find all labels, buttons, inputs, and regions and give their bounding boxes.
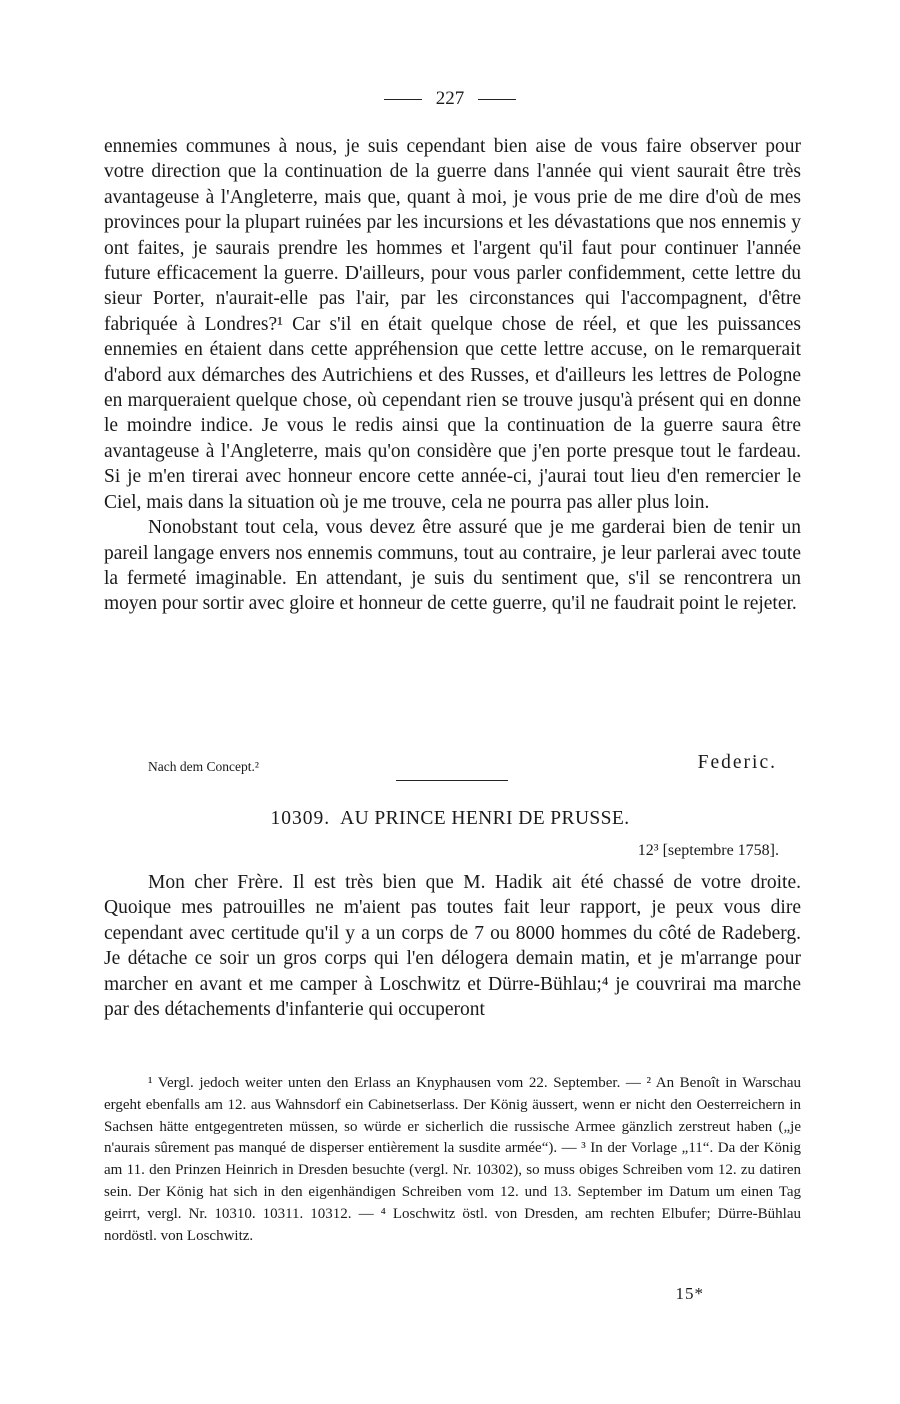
source-note: Nach dem Concept.² xyxy=(148,759,259,774)
letter-2-body xyxy=(104,870,801,1022)
page-number-right-dash xyxy=(478,99,516,100)
letter-2-number: 10309. xyxy=(270,808,331,829)
letter-2-paragraph: Mon cher Frère. Il est très bien que M. Hadik ait été chassé de votre droite. Quoique mes patrouilles ne m'aient pas toutes fait leur rapport, je peux vous dire cependant avec certitude qu'il y a un corps de 7 ou 8000 hommes du côté de Radeberg. Je détache ce soir un gros corps qui l'en délogera demain matin, et je m'arrange pour marcher en avant et me camper à Loschwitz et Dürre-Bühlau;⁴ je couvrirai ma marche par des détachements d'infanterie qui occuperont xyxy=(104,872,801,1021)
letter-2-heading xyxy=(0,808,900,830)
letter-1-closing xyxy=(104,752,801,780)
signature: Federic. xyxy=(697,752,777,773)
letter-2-title: AU PRINCE HENRI DE PRUSSE. xyxy=(340,808,630,829)
printer-signature-mark: 15* xyxy=(675,1284,704,1303)
letter-1-body xyxy=(104,134,801,617)
letter-2-date: 12³ [septembre 1758]. xyxy=(637,842,779,859)
letter-1-paragraph-2: Nonobstant tout cela, vous devez être assuré que je me garderai bien de tenir un pareil langage envers nos ennemis communs, tout au contraire, je leur parlerai avec toute la fermeté imaginable. En attendant, je suis du sentiment que, s'il se rencontrera un moyen pour sortir avec gloire et honneur de cette guerre, qu'il ne faudrait point le rejeter. xyxy=(104,517,801,615)
page-number-text: 227 xyxy=(435,88,465,109)
footnotes xyxy=(104,1073,801,1247)
page-number-left-dash xyxy=(384,99,422,100)
page-number xyxy=(0,88,900,110)
footnotes-text: ¹ Vergl. jedoch weiter unten den Erlass an Knyphausen vom 22. September. — ² An Benoît in Warschau ergeht ebenfalls am 12. aus Wahnsdorf ein Cabinetserlass. Der König äussert, wenn er nicht den Oesterreichern in Sachsen hätte entgegentreten müssen, so würde er sicherlich die russische Armee gänzlich zerstreut haben („je n'aurais sûrement pas manqué de disperser entièrement la susdite armée“). — ³ In der Vorlage „11“. Da der König am 11. den Prinzen Heinrich in Dresden besuchte (vergl. Nr. 10302), so muss obiges Schreiben vom 12. zu datiren sein. Der König hat sich in den eigenhändigen Schreiben vom 12. und 13. September im Datum um einen Tag geirrt, vergl. Nr. 10310. 10311. 10312. — ⁴ Loschwitz östl. von Dresden, am rechten Elbufer; Dürre-Bühlau nordöstl. von Loschwitz. xyxy=(104,1075,801,1244)
letter-1-paragraph-1: ennemies communes à nous, je suis cependant bien aise de vous faire observer pour votre direction que la continuation de la guerre dans l'année qui vient saurait être très avantageuse à l'Angleterre, mais que, quant à moi, je vous prie de me dire d'où de mes provinces pour la plupart ruinées par les incursions et les dévastations que nos ennemis y ont faites, je saurais prendre les hommes et l'argent qu'il faut pour continuer l'année future efficacement la guerre. D'ailleurs, pour vous parler confidemment, cette lettre du sieur Porter, n'aurait-elle pas l'air, par les circonstances qui l'accompagnent, d'être fabriquée à Londres?¹ Car s'il en était quelque chose de réel, et que les puissances ennemies en étaient dans cette appréhension que cette lettre accuse, on le remarquerait d'abord aux démarches des Autrichiens et des Russes, et d'ailleurs les lettres de Pologne en marqueraient quelque chose, où cependant rien se trouve jusqu'à présent qui en donne le moindre indice. Je vous le redis ainsi que la continuation de la guerre saura être avantageuse à l'Angleterre, mais qu'on considère que j'en porte presque tout le fardeau. Si je m'en tirerai avec honneur encore cette année-ci, j'aurai tout lieu d'en remercier le Ciel, mais dans la situation où je me trouve, cela ne pourra pas aller plus loin. xyxy=(104,136,801,513)
section-divider xyxy=(396,780,508,781)
